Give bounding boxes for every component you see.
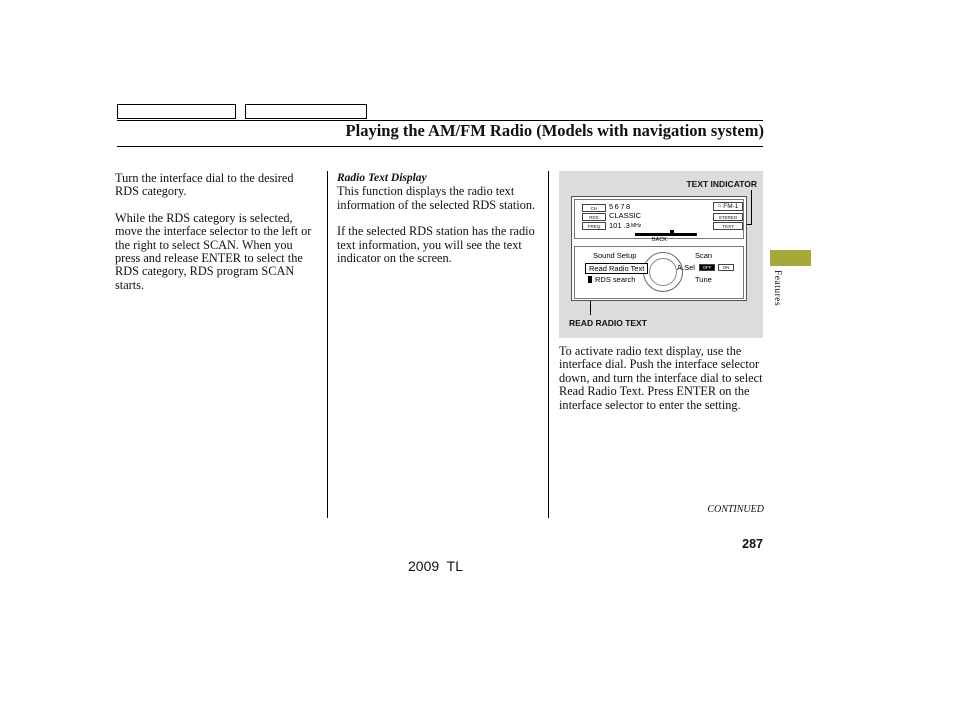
middle-paragraph-1: This function displays the radio text information of the selected RDS station. — [337, 184, 536, 212]
section-side-tab — [770, 250, 811, 266]
section-heading: Radio Text Display — [337, 172, 427, 184]
continued-label: CONTINUED — [707, 504, 764, 515]
station-name: CLASSIC — [609, 211, 642, 220]
screen-top-panel — [574, 199, 744, 239]
header-tab-box-2 — [245, 104, 367, 119]
page-title: Playing the AM/FM Radio (Models with navigation system) — [345, 121, 764, 140]
home-icon: ⌂ — [717, 203, 722, 209]
left-column — [115, 172, 320, 305]
header-tab-box-1 — [117, 104, 236, 119]
freq-button[interactable]: FREQ — [582, 222, 606, 230]
station-number: 5678 — [609, 202, 632, 211]
menu-sound-setup[interactable]: Sound Setup — [593, 251, 637, 260]
column-divider-2 — [548, 171, 549, 518]
header-bottom-rule — [117, 146, 763, 147]
right-paragraph: To activate radio text display, use the interface dial. Push the interface selector down, and turn the interface dial to select Read Radio Text. Press ENTER on the interface selector to enter the setting. — [559, 344, 763, 412]
frequency: 101 .3 — [609, 221, 630, 230]
menu-a-sel[interactable]: A.Sel — [677, 263, 695, 272]
toggle-off[interactable]: OFF — [699, 264, 715, 271]
middle-paragraph-2: If the selected RDS station has the radio text information, you will see the text indicator on the screen. — [337, 224, 535, 266]
interface-dial-inner — [649, 258, 677, 286]
page-number: 287 — [742, 537, 763, 551]
band-indicator — [713, 202, 743, 211]
menu-tune[interactable]: Tune — [695, 275, 712, 284]
side-tab-label: Features — [772, 270, 782, 307]
nav-screen — [571, 196, 747, 301]
selection-indicator-icon — [588, 276, 592, 283]
left-paragraph-1: Turn the interface dial to the desired RDS category. — [115, 171, 294, 199]
screen-lower-panel — [574, 246, 744, 299]
radio-screen-figure — [559, 171, 763, 338]
ch-button[interactable]: CH — [582, 204, 606, 212]
signal-bar-marker — [670, 230, 674, 236]
right-column — [559, 345, 765, 425]
text-indicator-callout: TEXT INDICATOR — [686, 179, 757, 189]
frequency-unit: MHz — [631, 223, 642, 229]
text-indicator: TEXT — [713, 222, 743, 230]
toggle-on[interactable]: ON — [718, 264, 734, 271]
middle-column — [337, 172, 539, 278]
callout-line-top-vertical — [751, 190, 752, 225]
back-label[interactable]: BACK — [652, 237, 667, 243]
signal-bar — [635, 233, 697, 236]
band-label: FM-1 — [723, 203, 739, 210]
menu-read-radio-text[interactable]: Read Radio Text — [585, 263, 648, 274]
read-radio-text-callout: READ RADIO TEXT — [569, 318, 647, 328]
menu-scan[interactable]: Scan — [695, 251, 713, 260]
column-divider-1 — [327, 171, 328, 518]
model-label: 2009 TL — [408, 558, 464, 574]
left-paragraph-2: While the RDS category is selected, move the interface selector to the left or the right to select SCAN. When you press and release ENTER to select the RDS category, RDS program SCAN starts. — [115, 210, 312, 292]
menu-rds-search[interactable]: RDS search — [595, 275, 636, 284]
rds-button[interactable]: RDS — [582, 213, 606, 221]
stereo-indicator: STEREO — [713, 213, 743, 221]
